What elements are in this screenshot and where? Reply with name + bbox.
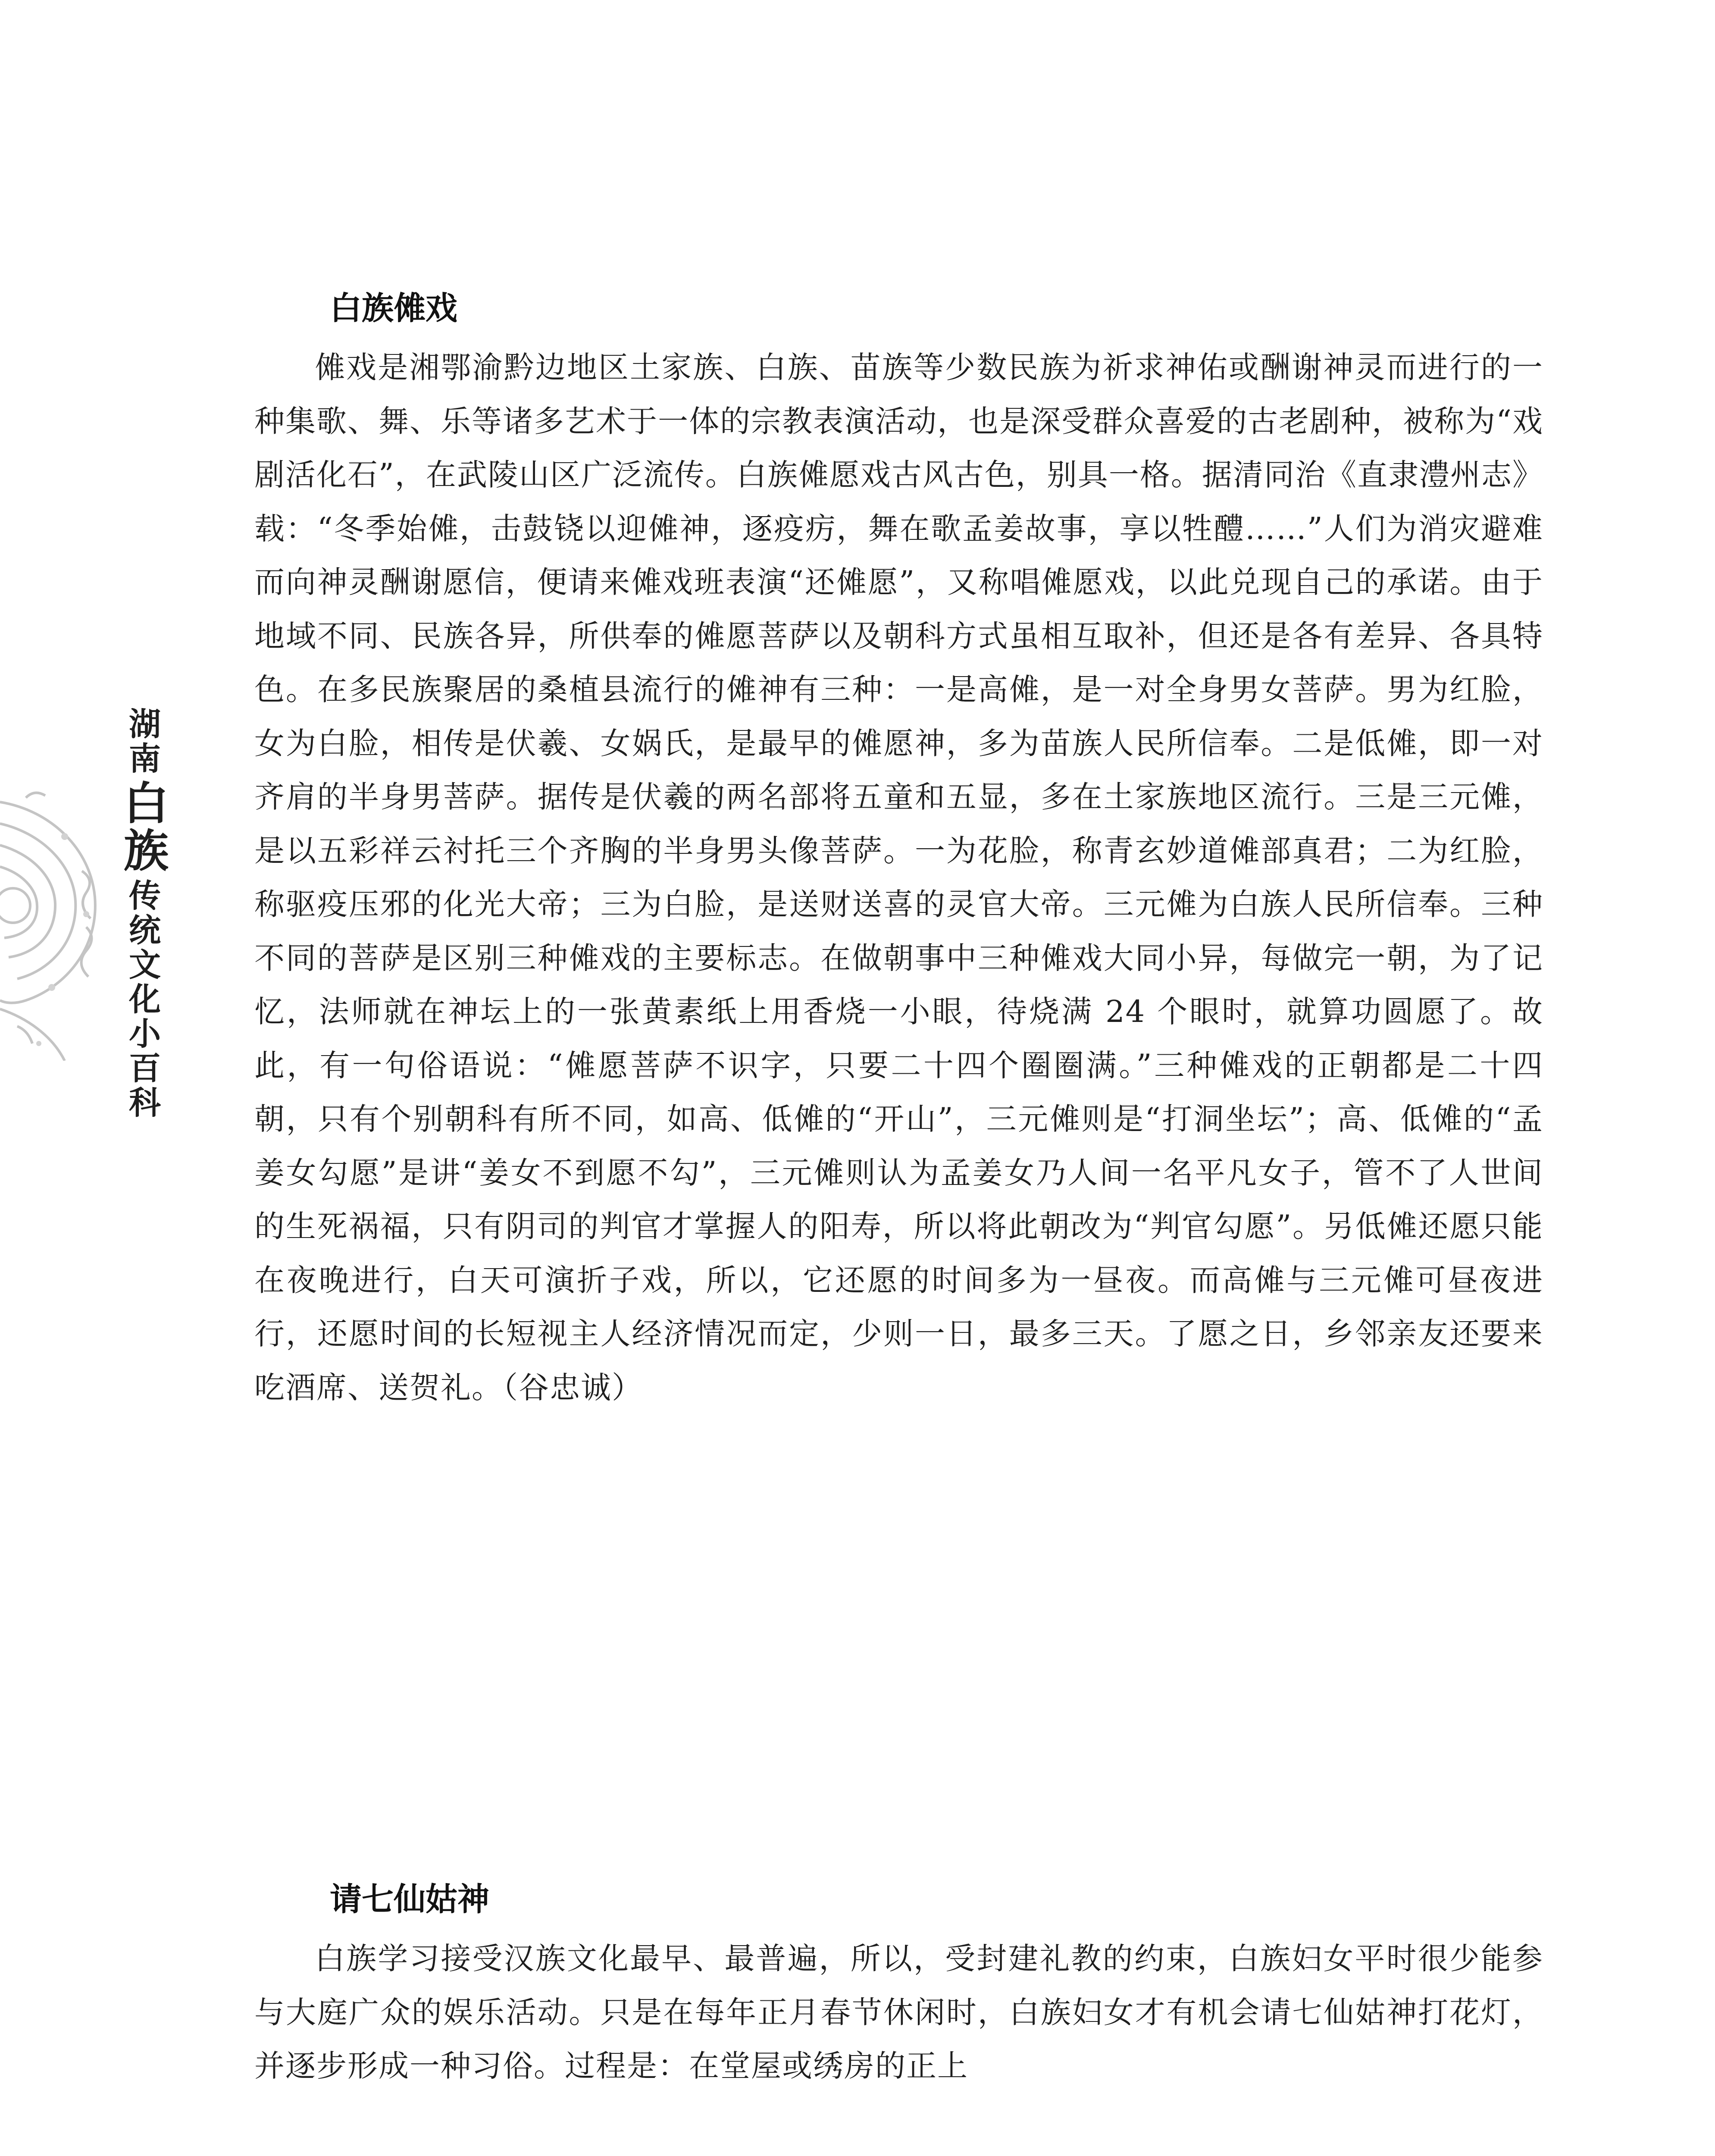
section-inviting-seven-fairies — [254, 1876, 1543, 2093]
section-body: 白族学习接受汉族文化最早、最普遍，所以，受封建礼教的约束，白族妇女平时很少能参与大庭广众的娱乐活动。只是在每年正月春节休闲时，白族妇女才有机会请七仙姑神打花灯，并逐步形成一种习俗。过程是：在堂屋或绣房的正上 — [254, 1941, 1543, 2084]
section-title: 请七仙姑神 — [330, 1881, 489, 1918]
section-title: 白族傩戏 — [330, 290, 457, 327]
series-title — [116, 707, 168, 1120]
section-bai-nuo-opera — [254, 285, 1543, 1414]
decorative-ornament-icon — [0, 785, 112, 1061]
series-title-subtitle: 传统文化小百科 — [124, 879, 161, 1120]
series-title-ethnic-group: 白族 — [116, 780, 169, 874]
series-title-region: 湖南 — [124, 707, 161, 776]
section-body: 傩戏是湘鄂渝黔边地区土家族、白族、苗族等少数民族为祈求神佑或酬谢神灵而进行的一种集歌、舞、乐等诸多艺术于一体的宗教表演活动，也是深受群众喜爱的古老剧种，被称为“戏剧活化石”，在武陵山区广泛流传。白族傩愿戏古风古色，别具一格。据清同治《直隶澧州志》载：“冬季始傩，击鼓铙以迎傩神，逐疫疠，舞在歌孟姜故事，享以牲醴……”人们为消灾避难而向神灵酬谢愿信，便请来傩戏班表演“还傩愿”，又称唱傩愿戏，以此兑现自己的承诺。由于地域不同、民族各异，所供奉的傩愿菩萨以及朝科方式虽相互取补，但还是各有差异、各具特色。在多民族聚居的桑植县流行的傩神有三种：一是高傩，是一对全身男女菩萨。男为红脸，女为白脸，相传是伏羲、女娲氏，是最早的傩愿神，多为苗族人民所信奉。二是低傩，即一对齐肩的半身男菩萨。据传是伏羲的两名部将五童和五显，多在土家族地区流行。三是三元傩，是以五彩祥云衬托三个齐胸的半身男头像菩萨。一为花脸，称青玄妙道傩部真君；二为红脸，称驱疫压邪的化光大帝；三为白脸，是送财送喜的灵官大帝。三元傩为白族人民所信奉。三种不同的菩萨是区别三种傩戏的主要标志。在做朝事中三种傩戏大同小异，每做完一朝，为了记忆，法师就在神坛上的一张黄素纸上用香烧一小眼，待烧满 24 个眼时，就算功圆愿了。故此，有一句俗语说：“傩愿菩萨不识字，只要二十四个圈圈满。”三种傩戏的正朝都是二十四朝，只有个别朝科有所不同，如高、低傩的“开山”，三元傩则是“打洞坐坛”；高、低傩的“孟姜女勾愿”是讲“姜女不到愿不勾”，三元傩则认为孟姜女乃人间一名平凡女子，管不了人世间的生死祸福，只有阴司的判官才掌握人的阳寿，所以将此朝改为“判官勾愿”。另低傩还愿只能在夜晚进行，白天可演折子戏，所以，它还愿的时间多为一昼夜。而高傩与三元傩可昼夜进行，还愿时间的长短视主人经济情况而定，少则一日，最多三天。了愿之日，乡邻亲友还要来吃酒席、送贺礼。（谷忠诚） — [254, 350, 1543, 1405]
